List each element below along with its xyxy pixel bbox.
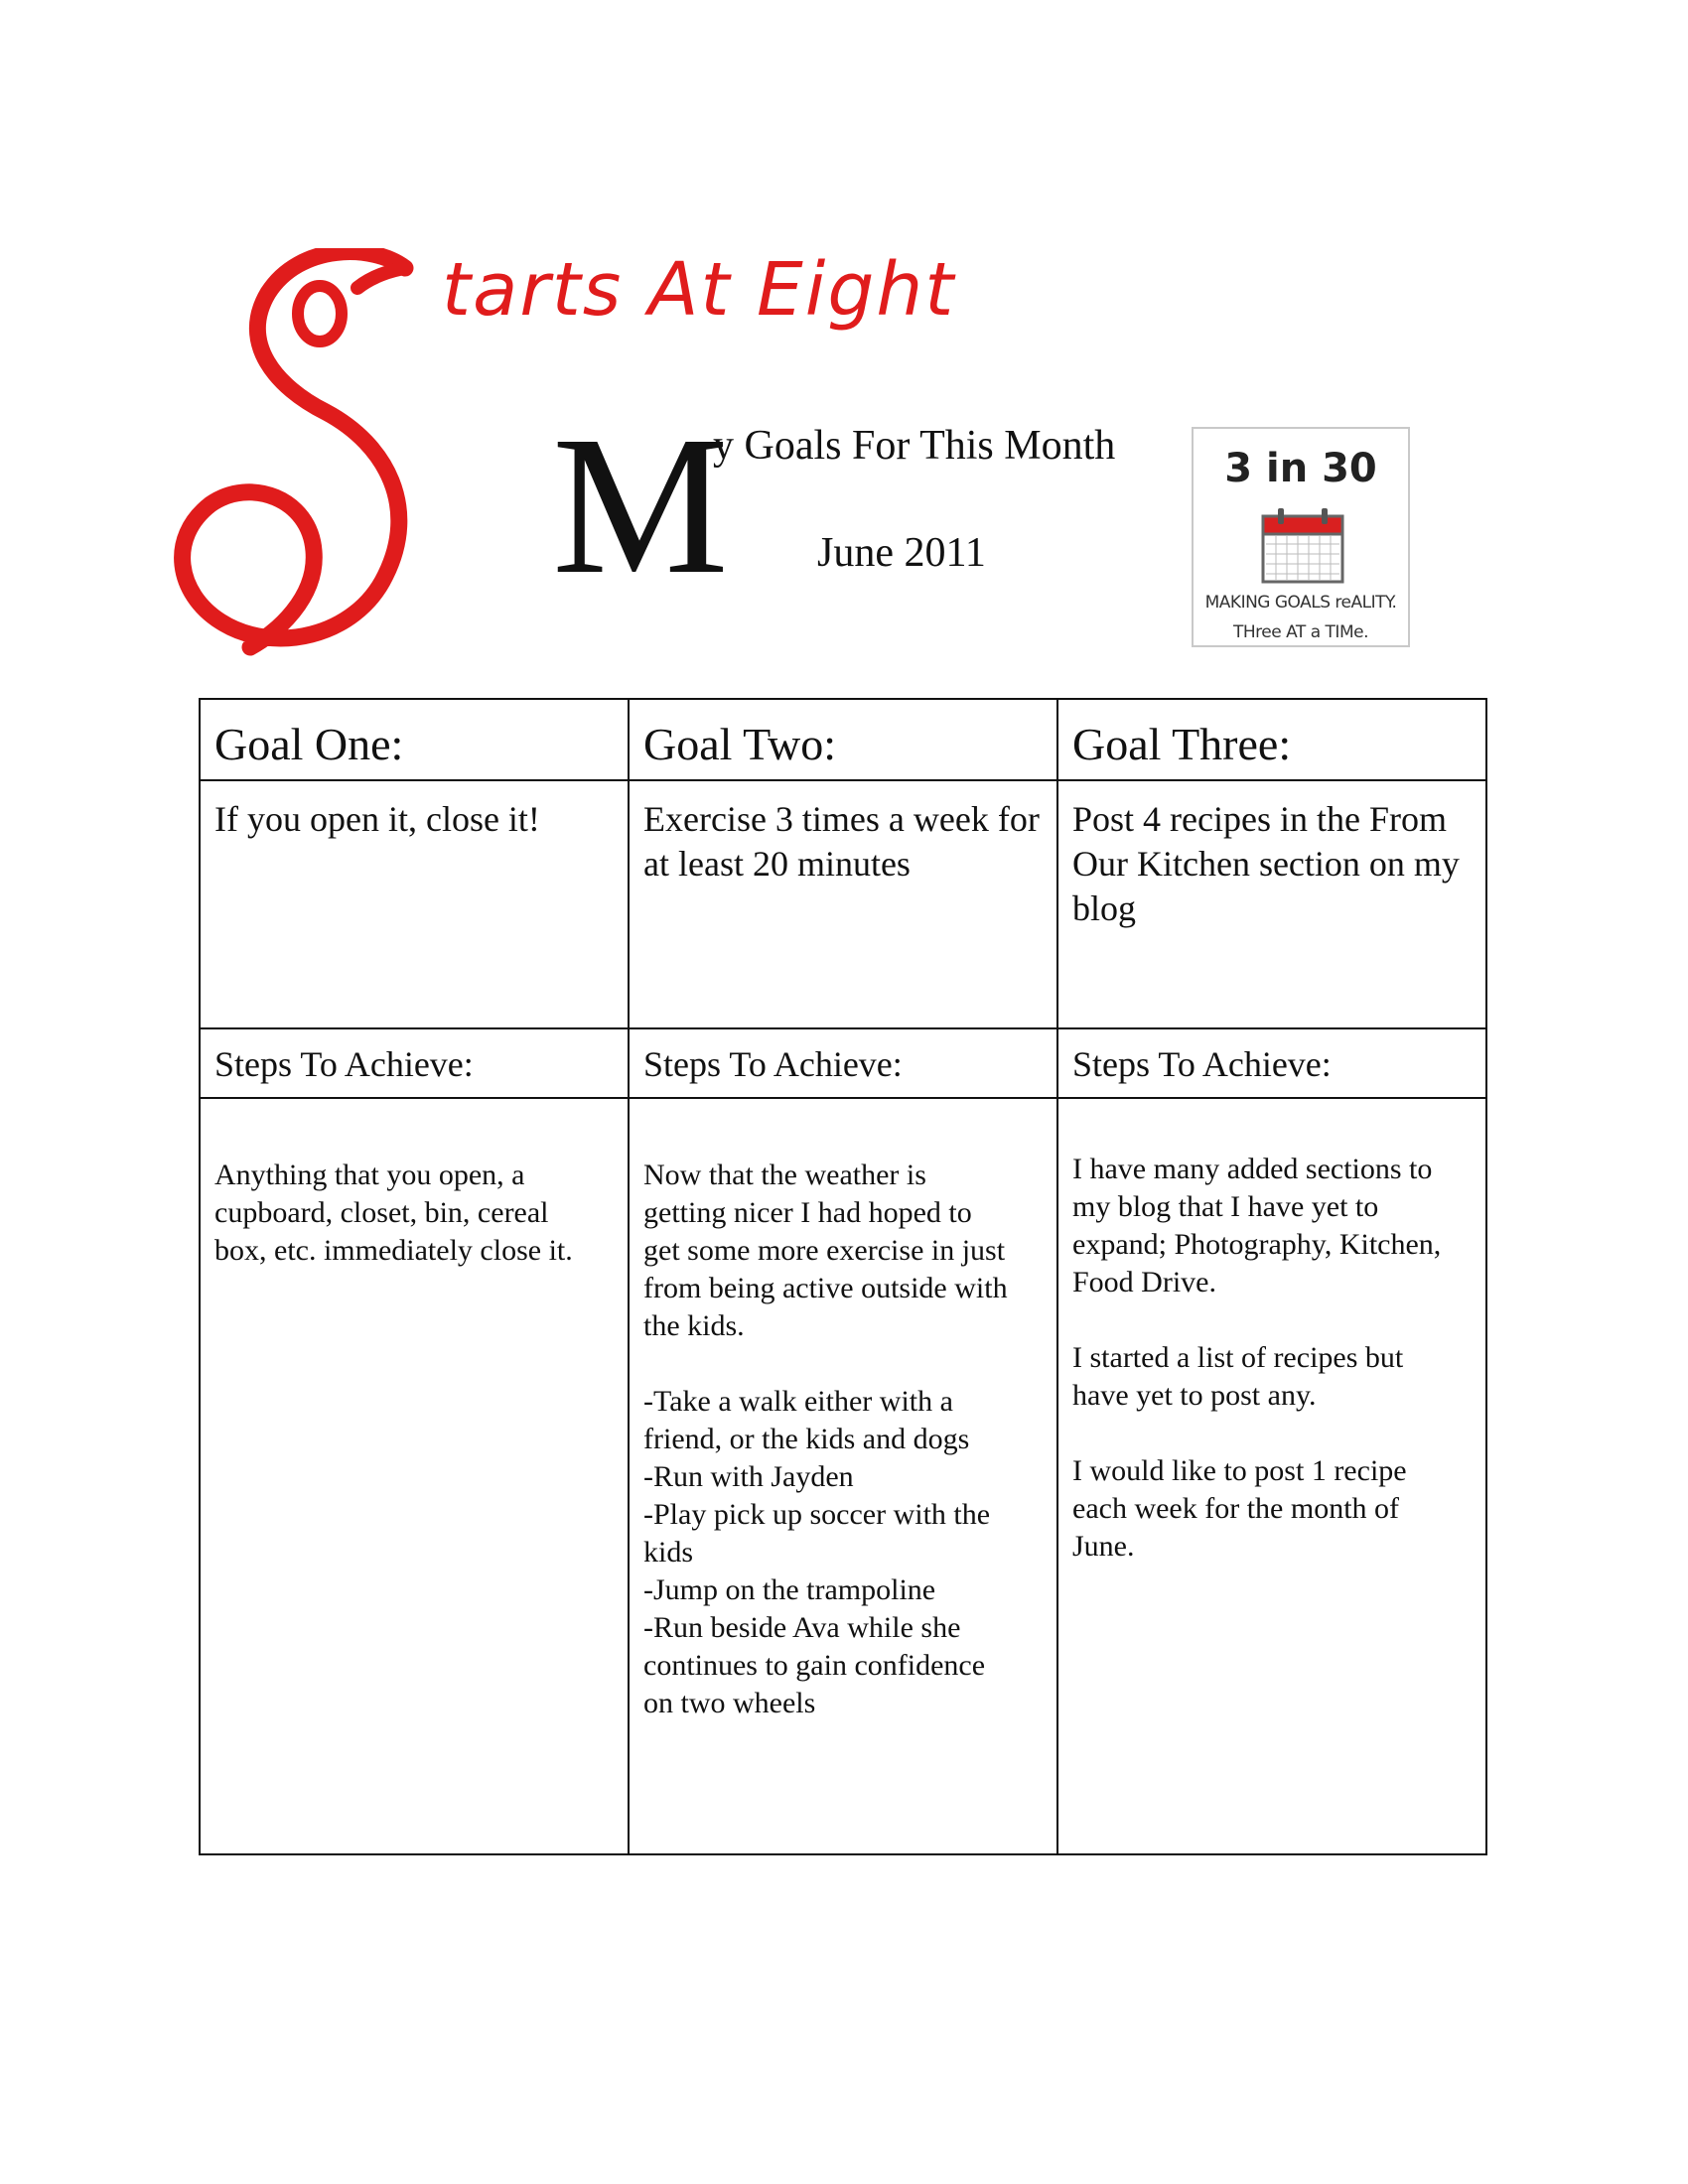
steps-line: Now that the weather is xyxy=(643,1159,926,1191)
brand-title: tarts At Eight xyxy=(442,247,956,333)
steps-paragraph xyxy=(1072,1339,1476,1415)
logo-s-swirl xyxy=(159,248,447,665)
title-initial: M xyxy=(552,396,729,615)
goal-two-steps-heading: Steps To Achieve: xyxy=(629,1028,1057,1098)
steps-line: I would like to post 1 recipe xyxy=(1072,1454,1407,1487)
steps-line: Food Drive. xyxy=(1072,1266,1216,1298)
goal-heading-row xyxy=(200,699,1486,780)
steps-line: -Play pick up soccer with the xyxy=(643,1498,991,1531)
goal-three-steps xyxy=(1057,1098,1486,1854)
steps-line: continues to gain confidence xyxy=(643,1649,986,1682)
steps-heading-row xyxy=(200,1028,1486,1098)
steps-line: I started a list of recipes but xyxy=(1072,1341,1404,1374)
goal-three-text: Post 4 recipes in the From Our Kitchen section on my blog xyxy=(1057,780,1486,1028)
steps-line: -Run with Jayden xyxy=(643,1460,854,1493)
steps-line: friend, or the kids and dogs xyxy=(643,1423,970,1455)
steps-row xyxy=(200,1098,1486,1854)
goal-one-heading: Goal One: xyxy=(200,699,629,780)
steps-line: -Take a walk either with a xyxy=(643,1385,953,1418)
page-date: June 2011 xyxy=(817,530,986,576)
steps-line: the kids. xyxy=(643,1309,745,1342)
steps-line: box, etc. immediately close it. xyxy=(214,1234,573,1267)
steps-line: get some more exercise in just xyxy=(643,1234,1006,1267)
steps-line: from being active outside with xyxy=(643,1272,1008,1304)
steps-line: June. xyxy=(1072,1530,1135,1563)
steps-line: each week for the month of xyxy=(1072,1492,1400,1525)
steps-line: expand; Photography, Kitchen, xyxy=(1072,1228,1442,1261)
steps-line: getting nicer I had hoped to xyxy=(643,1196,972,1229)
steps-paragraph xyxy=(643,1383,1047,1722)
steps-paragraph xyxy=(1072,1452,1476,1566)
steps-line: on two wheels xyxy=(643,1687,816,1719)
goal-three-heading: Goal Three: xyxy=(1057,699,1486,780)
steps-line: -Jump on the trampoline xyxy=(643,1573,936,1606)
calendar-icon xyxy=(1260,506,1345,586)
goal-one-text: If you open it, close it! xyxy=(200,780,629,1028)
steps-line: kids xyxy=(643,1536,694,1569)
page-title: y Goals For This Month xyxy=(713,423,1116,469)
goal-two-text: Exercise 3 times a week for at least 20 minutes xyxy=(629,780,1057,1028)
goal-two-steps xyxy=(629,1098,1057,1854)
steps-line: my blog that I have yet to xyxy=(1072,1190,1379,1223)
steps-line: cupboard, closet, bin, cereal xyxy=(214,1196,549,1229)
goal-two-heading: Goal Two: xyxy=(629,699,1057,780)
steps-line: I have many added sections to xyxy=(1072,1153,1433,1185)
badge-tagline xyxy=(1194,588,1408,647)
steps-paragraph xyxy=(1072,1151,1476,1301)
badge-tagline-line-2: THree AT a TIMe. xyxy=(1233,622,1368,642)
goal-one-steps xyxy=(200,1098,629,1854)
goals-table xyxy=(199,698,1487,1855)
badge-title: 3 in 30 xyxy=(1224,446,1377,491)
steps-paragraph xyxy=(214,1157,618,1270)
steps-line: -Run beside Ava while she xyxy=(643,1611,961,1644)
goal-three-steps-heading: Steps To Achieve: xyxy=(1057,1028,1486,1098)
steps-line: Anything that you open, a xyxy=(214,1159,525,1191)
three-in-thirty-badge xyxy=(1192,427,1410,647)
goal-one-steps-heading: Steps To Achieve: xyxy=(200,1028,629,1098)
steps-line: have yet to post any. xyxy=(1072,1379,1317,1412)
steps-paragraph xyxy=(643,1157,1047,1345)
goal-text-row xyxy=(200,780,1486,1028)
badge-tagline-line-1: MAKING GOALS reALITY. xyxy=(1204,593,1397,613)
